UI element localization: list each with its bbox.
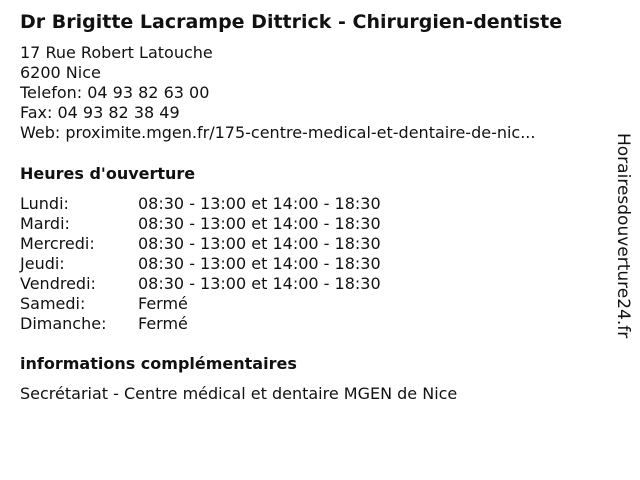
opening-hours-table	[20, 194, 381, 334]
hours-time-value: 08:30 - 13:00 et 14:00 - 18:30	[138, 214, 381, 233]
hours-time-value: Fermé	[138, 294, 188, 313]
hours-row-mardi	[20, 214, 381, 234]
hours-day-label: Vendredi:	[20, 274, 96, 293]
city-address: 6200 Nice	[20, 63, 101, 82]
additional-info-heading: informations complémentaires	[20, 354, 297, 373]
street-address: 17 Rue Robert Latouche	[20, 43, 213, 62]
phone-number: Telefon: 04 93 82 63 00	[20, 83, 210, 102]
hours-time-value: Fermé	[138, 314, 188, 333]
website-link[interactable]: Web: proximite.mgen.fr/175-centre-medical-et-dentaire-de-nic...	[20, 123, 536, 142]
hours-day-label: Dimanche:	[20, 314, 107, 333]
contact-block	[20, 43, 535, 143]
hours-day-label: Mardi:	[20, 214, 70, 233]
hours-time-value: 08:30 - 13:00 et 14:00 - 18:30	[138, 254, 381, 273]
site-watermark	[609, 133, 635, 373]
opening-hours-heading: Heures d'ouverture	[20, 164, 196, 183]
hours-row-mercredi	[20, 234, 381, 254]
fax-number: Fax: 04 93 82 38 49	[20, 103, 180, 122]
hours-day-label: Jeudi:	[20, 254, 65, 273]
hours-row-lundi	[20, 194, 381, 214]
hours-row-dimanche	[20, 314, 381, 334]
hours-time-value: 08:30 - 13:00 et 14:00 - 18:30	[138, 274, 381, 293]
hours-row-jeudi	[20, 254, 381, 274]
hours-time-value: 08:30 - 13:00 et 14:00 - 18:30	[138, 194, 381, 213]
hours-day-label: Mercredi:	[20, 234, 95, 253]
watermark-text: Horairesdouverture24.fr	[613, 133, 633, 339]
hours-day-label: Lundi:	[20, 194, 69, 213]
additional-info-text: Secrétariat - Centre médical et dentaire MGEN de Nice	[20, 384, 458, 403]
hours-row-samedi	[20, 294, 381, 314]
hours-day-label: Samedi:	[20, 294, 86, 313]
page-title: Dr Brigitte Lacrampe Dittrick - Chirurgien-dentiste	[20, 11, 563, 33]
hours-time-value: 08:30 - 13:00 et 14:00 - 18:30	[138, 234, 381, 253]
hours-row-vendredi	[20, 274, 381, 294]
